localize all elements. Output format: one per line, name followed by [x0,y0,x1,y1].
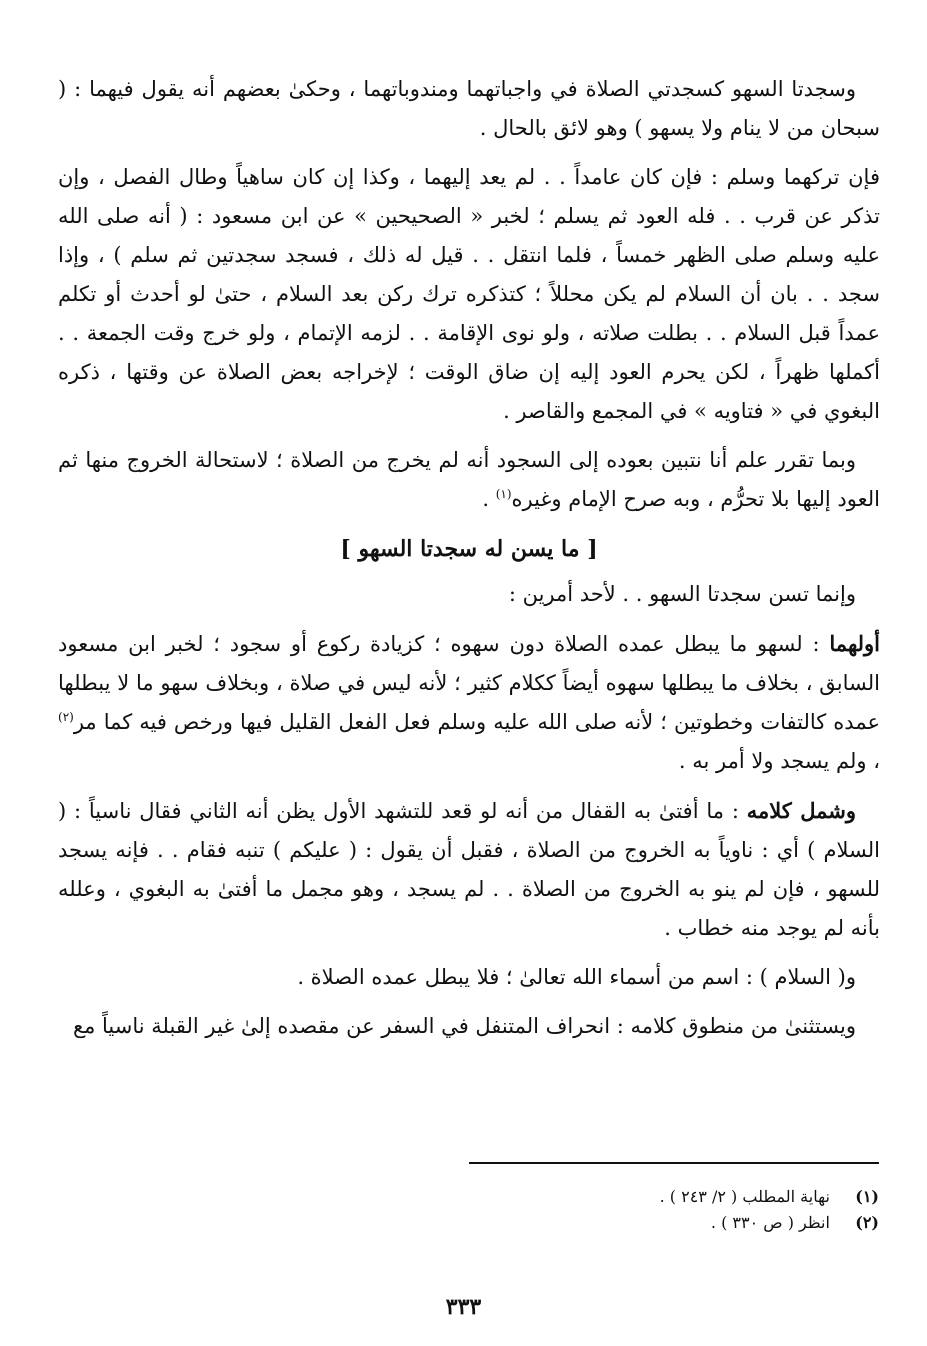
paragraph-7: و( السلام ) : اسم من أسماء الله تعالىٰ ؛ فلا يبطل عمده الصلاة . [297,965,856,989]
section-heading: [ ما يسن له سجدتا السهو ] [340,536,598,562]
paragraph-8: ويستثنىٰ من منطوق كلامه : انحراف المتنفل في السفر عن مقصده إلىٰ غير القبلة ناسياً مع [72,1014,856,1038]
paragraph-2: فإن تركهما وسلم : فإن كان عامداً . . لم يعد إليهما ، وكذا إن كان ساهياً وطال الفصل ، وإن تذكر عن قرب . . فله العود ثم يسلم ؛ لخبر « الصحيحين » عن ابن مسعود : ( أنه صلى الله عليه وسلم صلى الظهر خمساً ، فلما انتقل . . قيل له ذلك ، فسجد سجدتين ثم سلم ) ، وإذا سجد . . بان أن السلام لم يكن محللاً ؛ كتذكره ترك ركن بعد السلام ، حتىٰ لو أحدث أو تكلم عمداً قبل السلام . . بطلت صلاته ، ولو نوى الإقامة . . لزمه الإتمام ، ولو خرج وقت الجمعة . . أكملها ظهراً ، لكن يحرم العود إليه إن ضاق الوقت ؛ لإخراجه بعض الصلاة عن وقتها ، ذكره البغوي في « فتاويه » في المجمع والقاصر . [58,165,880,423]
footnote-2 [279,1210,879,1236]
page-body [58,70,880,1056]
footnote-2-text: انظر ( ص ٣٣٠ ) . [710,1213,830,1232]
paragraph-3-end: . [482,487,496,511]
footnote-1-number: (١) [855,1187,879,1206]
footnotes [279,1184,879,1236]
footnote-1 [279,1184,879,1210]
paragraph-3 [58,441,880,519]
footnote-ref-1: (١) [495,487,512,501]
paragraph-5-text: : لسهو ما يبطل عمده الصلاة دون سهوه ؛ كزيادة ركوع أو سجود ؛ لخبر ابن مسعود السابق ، بخلاف ما يبطلها سهوه أيضاً ككلام كثير ؛ لأنه ليس في صلاة ، وبخلاف سهو ما لا يبطلها عمده كالتفات وخطوتين ؛ لأنه صلى الله عليه وسلم فعل الفعل القليل فيها ورخص فيه كما مر [58,632,880,734]
paragraph-5 [58,624,880,781]
footnote-1-text: نهاية المطلب ( ٢/ ٢٤٣ ) . [659,1187,830,1206]
page-number: ٣٣٣ [445,1294,482,1320]
paragraph-6 [58,791,880,948]
footnote-ref-2: (٢) [58,710,74,724]
paragraph-5-end: ، ولم يسجد ولا أمر به . [678,749,880,773]
paragraph-6-text: : ما أفتىٰ به القفال من أنه لو قعد للتشهد الأول يظن أنه الثاني فقال ناسياً : ( السلام ) أي : ناوياً به الخروج من الصلاة ، فقبل أن يقول : ( عليكم ) تنبه فقام . . فإنه يسجد للسهو ، فإن لم ينو به الخروج من الصلاة . . لم يسجد ، وهو مجمل ما أفتىٰ به البغوي ، وعلله بأنه لم يوجد منه خطاب . [58,799,880,940]
paragraph-6-lead: وشمل كلامه [746,798,856,823]
paragraph-4: وإنما تسن سجدتا السهو . . لأحد أمرين : [508,582,856,606]
paragraph-1: وسجدتا السهو كسجدتي الصلاة في واجباتهما ومندوباتهما ، وحكىٰ بعضهم أنه يقول فيهما : ( سبحان من لا ينام ولا يسهو ) وهو لائق بالحال . [58,77,880,140]
footnote-2-number: (٢) [855,1213,879,1232]
paragraph-3-text: وبما تقرر علم أنا نتبين بعوده إلى السجود أنه لم يخرج من الصلاة ؛ لاستحالة الخروج منها ثم العود إليها بلا تحرُّم ، وبه صرح الإمام وغيره [58,448,880,511]
paragraph-5-lead: أولهما [829,631,880,656]
footnote-divider [469,1162,879,1164]
